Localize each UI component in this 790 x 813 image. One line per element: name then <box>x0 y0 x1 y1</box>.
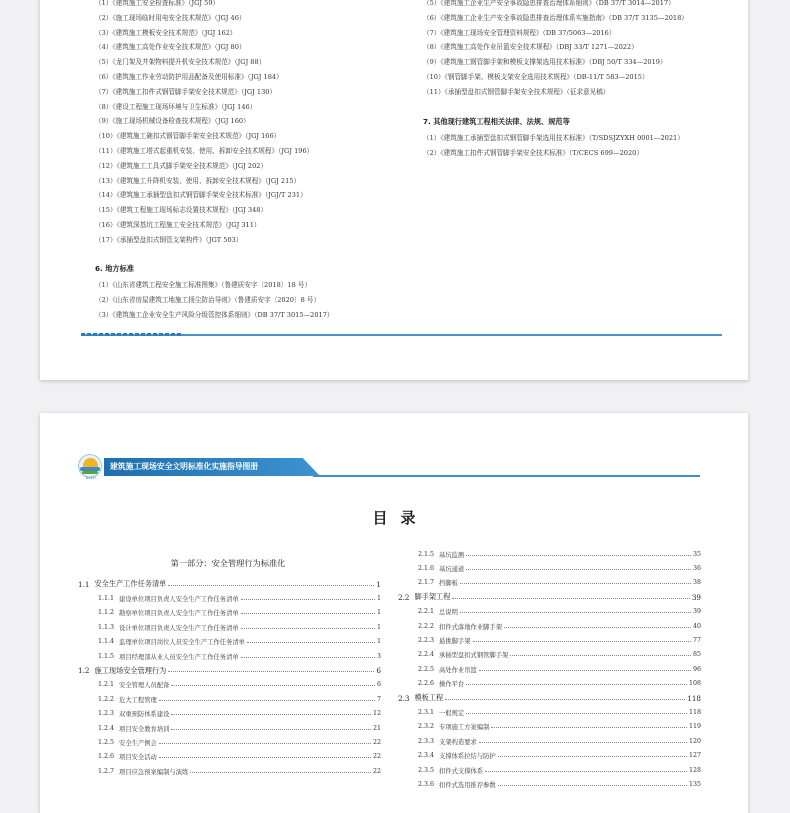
toc-entry-title: 扣件式支撑体系 <box>439 767 484 775</box>
toc-page-number: 38 <box>692 579 701 587</box>
toc-left-column <box>78 577 381 778</box>
toc-number: 1.2.2 <box>98 695 115 703</box>
toc-subsection-row[interactable] <box>398 720 701 734</box>
local-standards-section <box>95 263 405 322</box>
toc-subsection-row[interactable] <box>398 648 701 662</box>
toc-number: 2.3.5 <box>418 766 435 774</box>
toc-section-row[interactable] <box>398 590 701 604</box>
toc-page-number: 39 <box>692 608 701 616</box>
reference-item: （11）《承插型盘扣式钢管脚手架安全技术规程》（征求意见稿） <box>423 87 610 96</box>
toc-entry-title: 安全管理人员配备 <box>119 682 170 690</box>
toc-entry-title: 承插型盘扣式钢管脚手架 <box>439 652 509 660</box>
toc-number: 1.1.1 <box>98 595 115 603</box>
local-standards-list <box>95 278 405 322</box>
toc-subsection-row[interactable] <box>398 662 701 676</box>
reference-list-left <box>95 0 405 248</box>
reference-item: （8）《建设工程施工现场环境与卫生标准》（JGJ 146） <box>95 102 257 111</box>
toc-number: 1.1.5 <box>98 652 115 660</box>
toc-page-number: 22 <box>372 767 381 775</box>
toc-dot-leader <box>460 583 691 584</box>
toc-page-number: 1 <box>376 595 381 603</box>
local-standard-item: （1）《山东省建筑工程安全施工标准图集》（鲁建质安字〔2018〕18 号） <box>95 281 312 289</box>
toc-entry-title: 操作平台 <box>439 681 465 689</box>
reference-item: （14）《建筑施工承插型盘扣式钢管脚手架安全技术标准》（JGJ/T 231） <box>95 191 307 200</box>
toc-number: 2.3.6 <box>418 780 435 788</box>
toc-entry-title: 基坑通道 <box>439 566 465 574</box>
toc-number: 2.3.2 <box>418 723 435 731</box>
toc-number: 2.3.4 <box>418 752 435 760</box>
toc-number: 1.2 <box>78 666 90 676</box>
toc-dot-leader <box>510 655 691 656</box>
reference-item: （10）《建筑施工碗扣式钢管脚手架安全技术规范》（JGJ 166） <box>95 132 281 141</box>
toc-page-number: 22 <box>372 753 381 761</box>
toc-subsection-row[interactable] <box>398 677 701 691</box>
reference-item: （11）《建筑施工塔式起重机安装、使用、拆卸安全技术规程》（JGJ 196） <box>95 146 314 155</box>
section-title-other-standards: 7. 其他现行建筑工程相关法律、法规、规范等 <box>423 117 570 126</box>
toc-page-number: 77 <box>692 637 701 645</box>
toc-entry-title: 危大工程管理 <box>119 696 157 704</box>
reference-item: （16）《建筑深基坑工程施工安全技术规范》（JGJ 311） <box>95 220 261 229</box>
toc-dot-leader <box>504 627 691 628</box>
toc-number: 2.2.4 <box>418 651 435 659</box>
toc-entry-title: 挡脚板 <box>439 580 458 588</box>
toc-number: 2.3 <box>398 693 410 703</box>
toc-number: 1.2.6 <box>98 753 115 761</box>
toc-dot-leader <box>473 641 691 642</box>
toc-subsection-row[interactable] <box>78 649 381 663</box>
toc-number: 1.2.3 <box>98 710 115 718</box>
toc-subsection-row[interactable] <box>78 620 381 634</box>
toc-number: 1.1 <box>78 579 90 589</box>
toc-page-number: 85 <box>692 651 701 659</box>
header-banner-title: 建筑施工现场安全文明标准化实施指导图册 <box>110 462 259 471</box>
toc-page-number: 7 <box>376 695 381 703</box>
toc-subsection-row[interactable] <box>398 734 701 748</box>
toc-subsection-row[interactable] <box>78 721 381 735</box>
toc-right-column <box>398 547 701 792</box>
reference-item: （3）《建筑施工模板安全技术规范》（JGJ 162） <box>95 28 237 37</box>
toc-dot-leader <box>241 657 375 658</box>
toc-entry-title: 设计单位项目负责人安全生产工作任务清单 <box>119 624 239 632</box>
other-standard-item: （1）《建筑施工承插型盘扣式钢管脚手架选用技术标准》（T/SDSJZYXH 0001—2021） <box>423 134 684 142</box>
reference-item: （15）《建筑工程施工现场标志设置技术规程》（JGJ 348） <box>95 206 268 215</box>
toc-section-row[interactable] <box>78 577 381 591</box>
toc-entry-title: 总说明 <box>439 609 458 617</box>
reference-item: （5）《建筑施工企业生产安全事故隐患排查治理体系细则》（DB 37/T 3014—2017） <box>423 0 675 7</box>
toc-page-number: 21 <box>372 724 381 732</box>
toc-subsection-row[interactable] <box>78 750 381 764</box>
toc-page-number: 108 <box>688 680 701 688</box>
toc-subsection-row[interactable] <box>398 777 701 791</box>
toc-number: 1.2.1 <box>98 681 115 689</box>
reference-item: （2）《施工现场临时用电安全技术规范》（JGJ 46） <box>95 13 246 22</box>
toc-entry-title: 项目经理部从业人员安全生产工作任务清单 <box>119 653 239 661</box>
toc-dot-leader <box>168 671 374 672</box>
toc-number: 2.1.7 <box>418 579 435 587</box>
other-standard-item: （2）《建筑施工扣件式钢管脚手架安全技术标准》（T/CECS 699—2020） <box>423 148 643 157</box>
footer-dash-pattern <box>81 333 181 336</box>
reference-item: （6）《建筑施工作业劳动防护用品配备及使用标准》（JGJ 184） <box>95 72 283 81</box>
toc-number: 1.2.7 <box>98 767 115 775</box>
toc-dot-leader <box>171 729 371 730</box>
toc-page-number: 3 <box>376 652 381 660</box>
reference-item: （7）《建筑施工扣件式钢管脚手架安全技术规范》（JGJ 130） <box>95 87 277 96</box>
toc-number: 1.1.4 <box>98 638 115 646</box>
toc-page-number: 1 <box>376 609 381 617</box>
toc-dot-leader <box>466 713 687 714</box>
toc-page-number: 40 <box>692 622 701 630</box>
toc-entry-title: 安全生产工作任务清单 <box>94 579 167 589</box>
toc-page-number: 1 <box>376 638 381 646</box>
reference-item: （8）《建筑施工高处作业吊篮安全技术规程》（DBJ 33/T 1271—2022） <box>423 43 638 52</box>
toc-subsection-row[interactable] <box>78 692 381 706</box>
toc-subsection-row[interactable] <box>78 591 381 605</box>
toc-number: 1.1.2 <box>98 609 115 617</box>
toc-entry-title: 扣件式选用推荐参数 <box>439 781 496 789</box>
toc-subsection-row[interactable] <box>398 605 701 619</box>
toc-page-number: 96 <box>692 665 701 673</box>
toc-number: 2.2 <box>398 592 410 602</box>
toc-subsection-row[interactable] <box>78 735 381 749</box>
part-one-title: 第一部分：安全管理行为标准化 <box>170 558 286 568</box>
toc-dot-leader <box>241 613 375 614</box>
toc-entry-title: 双重预防体系建设 <box>119 711 170 719</box>
toc-entry-title: 勘察单位项目负责人安全生产工作任务清单 <box>119 610 239 618</box>
toc-entry-title: 专项施工方案编制 <box>439 724 490 732</box>
toc-entry-title: 高处作业吊篮 <box>439 666 477 674</box>
toc-subsection-row[interactable] <box>398 619 701 633</box>
toc-dot-leader <box>159 700 375 701</box>
toc-number: 1.2.4 <box>98 724 115 732</box>
toc-dot-leader <box>168 585 374 586</box>
local-standard-item: （2）《山东省房屋建筑工地施工扬尘防治导则》（鲁建质安字〔2020〕8 号） <box>95 295 321 304</box>
toc-dot-leader <box>498 785 687 786</box>
toc-dot-leader <box>491 727 687 728</box>
header-rule <box>313 475 700 477</box>
reference-item: （17）《承插型盘扣式钢管支架构件》（JGT 503） <box>95 235 243 244</box>
toc-entry-title: 支架构造要求 <box>439 738 477 746</box>
toc-entry-title: 悬挑脚手架 <box>439 638 471 646</box>
toc-page-number: 135 <box>688 780 701 788</box>
toc-subsection-row[interactable] <box>78 606 381 620</box>
reference-item: （1）《建筑施工安全检查标准》（JGJ 59） <box>95 0 220 7</box>
toc-subsection-row[interactable] <box>78 678 381 692</box>
reference-item: （6）《建筑施工企业生产安全事故隐患排查治理体系实施指南》（DB 37/T 3135—2018） <box>423 13 688 22</box>
toc-number: 2.1.6 <box>418 565 435 573</box>
toc-number: 2.1.5 <box>418 550 435 558</box>
reference-item: （9）《施工现场机械设备检查技术规程》（JGJ 160） <box>95 117 250 126</box>
toc-number: 2.2.5 <box>418 665 435 673</box>
toc-entry-title: 扣件式落地作业脚手架 <box>439 623 502 631</box>
toc-entry-title: 施工现场安全管理行为 <box>94 665 167 675</box>
toc-subsection-row[interactable] <box>398 547 701 561</box>
toc-number: 2.2.1 <box>418 608 435 616</box>
toc-entry-title: 项目安全活动 <box>119 754 157 762</box>
toc-subsection-row[interactable] <box>398 561 701 575</box>
reference-item: （10）《钢管脚手架、模板支架安全选用技术规程》（DB-11/T 583—2015） <box>423 72 649 81</box>
toc-dot-leader <box>466 555 691 556</box>
toc-page-number: 127 <box>688 752 701 760</box>
toc-entry-title: 支撑体系拉结与防护 <box>439 753 496 761</box>
toc-subsection-row[interactable] <box>78 635 381 649</box>
publisher-logo <box>78 454 102 478</box>
toc-dot-leader <box>159 743 371 744</box>
toc-number: 2.3.1 <box>418 708 435 716</box>
reference-list-right <box>423 0 743 100</box>
toc-dot-leader <box>445 699 685 700</box>
toc-number: 2.2.2 <box>418 622 435 630</box>
section-title-local-standards: 6. 地方标准 <box>95 264 134 273</box>
toc-page-number: 12 <box>372 710 381 718</box>
toc-dot-leader <box>466 684 687 685</box>
toc-entry-title: 安全生产例会 <box>119 739 157 747</box>
toc-page-number: 22 <box>372 738 381 746</box>
toc-subsection-row[interactable] <box>78 707 381 721</box>
toc-entry-title: 基坑监测 <box>439 551 465 559</box>
toc-entry-title: 监理单位项目岗位人员安全生产工作任务清单 <box>119 639 245 647</box>
toc-dot-leader <box>498 756 687 757</box>
toc-entry-title: 一般规定 <box>439 709 465 717</box>
toc-page-number: 1 <box>376 623 381 631</box>
toc-page-number: 6 <box>376 666 381 676</box>
reference-item: （5）《龙门架及井架物料提升机安全技术规范》（JGJ 88） <box>95 58 266 67</box>
toc-page-number: 35 <box>692 550 701 558</box>
toc-dot-leader <box>159 757 371 758</box>
toc-entry-title: 脚手架工程 <box>414 592 451 602</box>
toc-subsection-row[interactable] <box>398 705 701 719</box>
toc-page-number: 6 <box>376 681 381 689</box>
toc-subsection-row[interactable] <box>398 576 701 590</box>
toc-page-number: 118 <box>688 708 701 716</box>
toc-dot-leader <box>452 598 689 599</box>
other-standards-list <box>423 131 743 161</box>
toc-title: 目录 <box>372 509 429 527</box>
toc-section-row[interactable] <box>78 663 381 677</box>
document-page-references <box>40 0 748 380</box>
toc-entry-title: 建设单位项目负责人安全生产工作任务清单 <box>119 596 239 604</box>
toc-page-number: 119 <box>688 723 701 731</box>
toc-page-number: 39 <box>691 592 701 602</box>
toc-page-number: 128 <box>688 766 701 774</box>
toc-page-number: 36 <box>692 565 701 573</box>
toc-page-number: 120 <box>688 737 701 745</box>
toc-number: 1.2.5 <box>98 738 115 746</box>
toc-subsection-row[interactable] <box>398 763 701 777</box>
reference-item: （12）《建筑施工工具式脚手架安全技术规范》（JGJ 202） <box>95 161 268 170</box>
other-standards-section <box>423 116 743 161</box>
toc-dot-leader <box>466 569 691 570</box>
reference-item: （13）《建筑施工升降机安装、使用、拆卸安全技术规程》（JGJ 215） <box>95 176 301 185</box>
toc-entry-title: 项目应急预案编制与演练 <box>119 768 189 776</box>
document-page-toc <box>40 413 748 813</box>
toc-dot-leader <box>241 628 375 629</box>
toc-number: 2.2.6 <box>418 680 435 688</box>
reference-item: （4）《建筑施工高处作业安全技术规范》（JGJ 80） <box>95 43 246 52</box>
reference-item: （9）《建筑施工钢管脚手架和模板支撑架选用技术标准》（DBJ 50/T 334—2019） <box>423 58 667 67</box>
toc-dot-leader <box>247 642 375 643</box>
logo-caption: KLEO <box>86 476 96 480</box>
toc-number: 1.1.3 <box>98 623 115 631</box>
toc-page-number: 118 <box>687 693 701 703</box>
toc-dot-leader <box>460 612 691 613</box>
toc-number: 2.2.3 <box>418 637 435 645</box>
toc-dot-leader <box>171 714 371 715</box>
toc-dot-leader <box>190 772 371 773</box>
toc-dot-leader <box>485 771 687 772</box>
toc-dot-leader <box>241 599 375 600</box>
toc-section-row[interactable] <box>398 691 701 705</box>
toc-entry-title: 项目安全教育培训 <box>119 725 170 733</box>
toc-subsection-row[interactable] <box>398 633 701 647</box>
toc-subsection-row[interactable] <box>78 764 381 778</box>
toc-entry-title: 模板工程 <box>414 693 444 703</box>
toc-subsection-row[interactable] <box>398 748 701 762</box>
reference-item: （7）《建筑施工现场安全管理资料规程》（DB 37/5063—2016） <box>423 28 616 37</box>
toc-number: 2.3.3 <box>418 737 435 745</box>
local-standard-item: （3）《建筑施工企业安全生产风险分级管控体系细则》（DB 37/T 3015—2017） <box>95 310 334 319</box>
toc-dot-leader <box>479 670 691 671</box>
toc-page-number: 1 <box>376 579 381 589</box>
toc-dot-leader <box>479 742 687 743</box>
toc-dot-leader <box>171 685 375 686</box>
